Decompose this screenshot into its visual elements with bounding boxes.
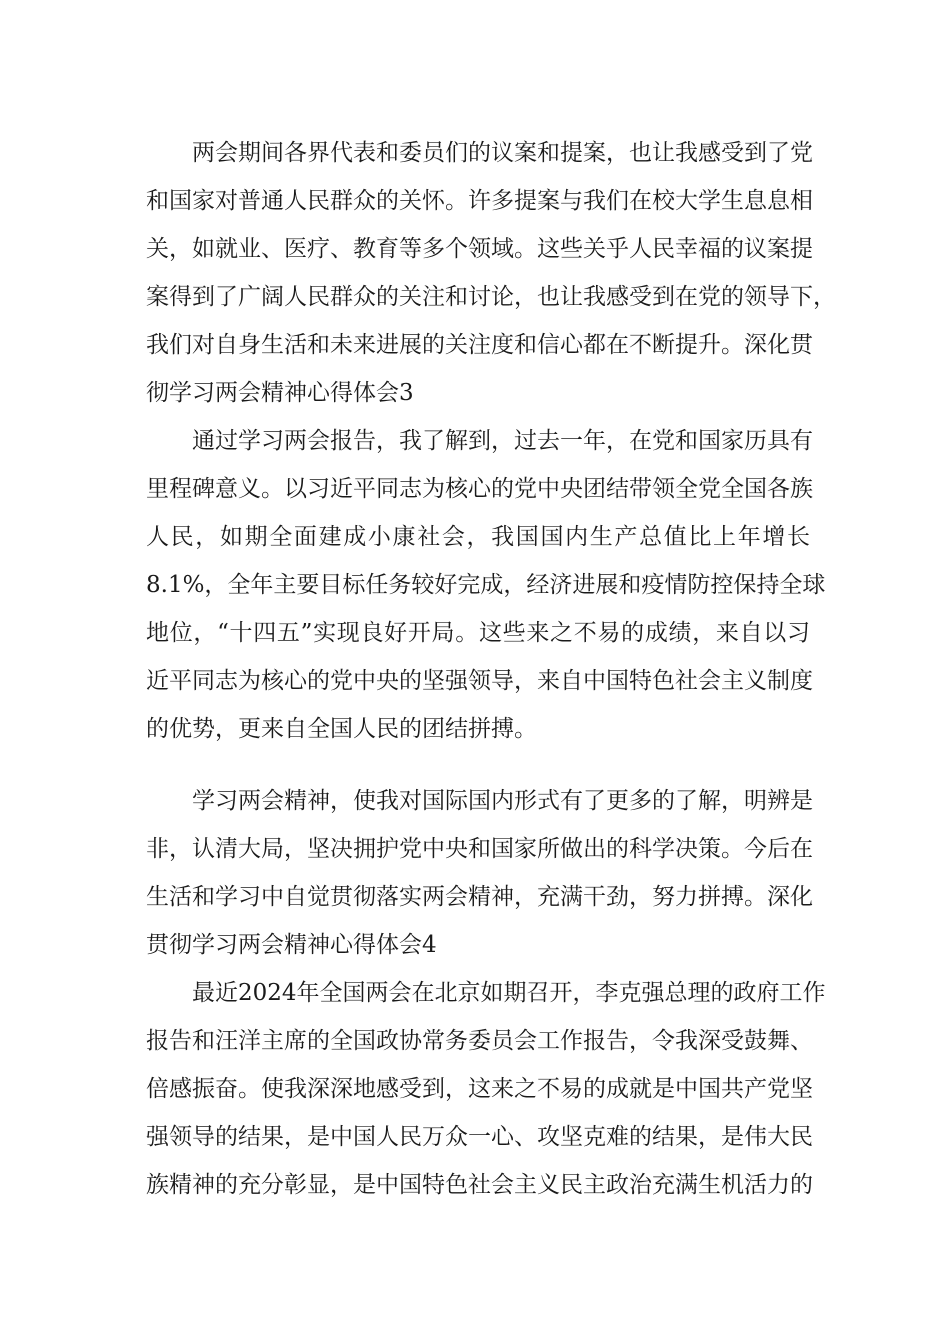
text-line: 关，如就业、医疗、教育等多个领域。这些关乎人民幸福的议案提 xyxy=(146,236,813,262)
text-line: 非，认清大局，坚决拥护党中央和国家所做出的科学决策。今后在 xyxy=(146,836,813,862)
text-line: 里程碑意义。以习近平同志为核心的党中央团结带领全党全国各族 xyxy=(146,476,813,502)
text-line: 地位，“十四五”实现良好开局。这些来之不易的成绩，来自以习 xyxy=(146,620,810,646)
text-line: 最近2024年全国两会在北京如期召开，李克强总理的政府工作 xyxy=(192,980,826,1006)
text-line: 人民，如期全面建成小康社会，我国国内生产总值比上年增长 xyxy=(146,524,810,550)
text-line: 生活和学习中自觉贯彻落实两会精神，充满干劲，努力拼搏。深化 xyxy=(146,884,813,910)
text-line: 通过学习两会报告，我了解到，过去一年，在党和国家历具有 xyxy=(192,428,813,454)
text-line: 彻学习两会精神心得体会3 xyxy=(146,380,414,406)
text-line: 8.1%，全年主要目标任务较好完成，经济进展和疫情防控保持全球 xyxy=(146,572,826,598)
text-line: 我们对自身生活和未来进展的关注度和信心都在不断提升。深化贯 xyxy=(146,332,813,358)
text-line: 贯彻学习两会精神心得体会4 xyxy=(146,932,437,958)
text-line: 报告和汪洋主席的全国政协常务委员会工作报告，令我深受鼓舞、 xyxy=(146,1028,813,1054)
text-line: 的优势，更来自全国人民的团结拼搏。 xyxy=(146,716,537,742)
text-line: 倍感振奋。使我深深地感受到，这来之不易的成就是中国共产党坚 xyxy=(146,1076,813,1102)
text-line: 案得到了广阔人民群众的关注和讨论，也让我感受到在党的领导下， xyxy=(146,284,836,310)
text-line: 族精神的充分彰显，是中国特色社会主义民主政治充满生机活力的 xyxy=(146,1172,813,1198)
text-line: 近平同志为核心的党中央的坚强领导，来自中国特色社会主义制度 xyxy=(146,668,813,694)
text-line: 强领导的结果，是中国人民万众一心、攻坚克难的结果，是伟大民 xyxy=(146,1124,813,1150)
text-line: 和国家对普通人民群众的关怀。许多提案与我们在校大学生息息相 xyxy=(146,188,813,214)
text-line: 学习两会精神，使我对国际国内形式有了更多的了解，明辨是 xyxy=(192,788,813,814)
text-line: 两会期间各界代表和委员们的议案和提案，也让我感受到了党 xyxy=(192,140,813,166)
